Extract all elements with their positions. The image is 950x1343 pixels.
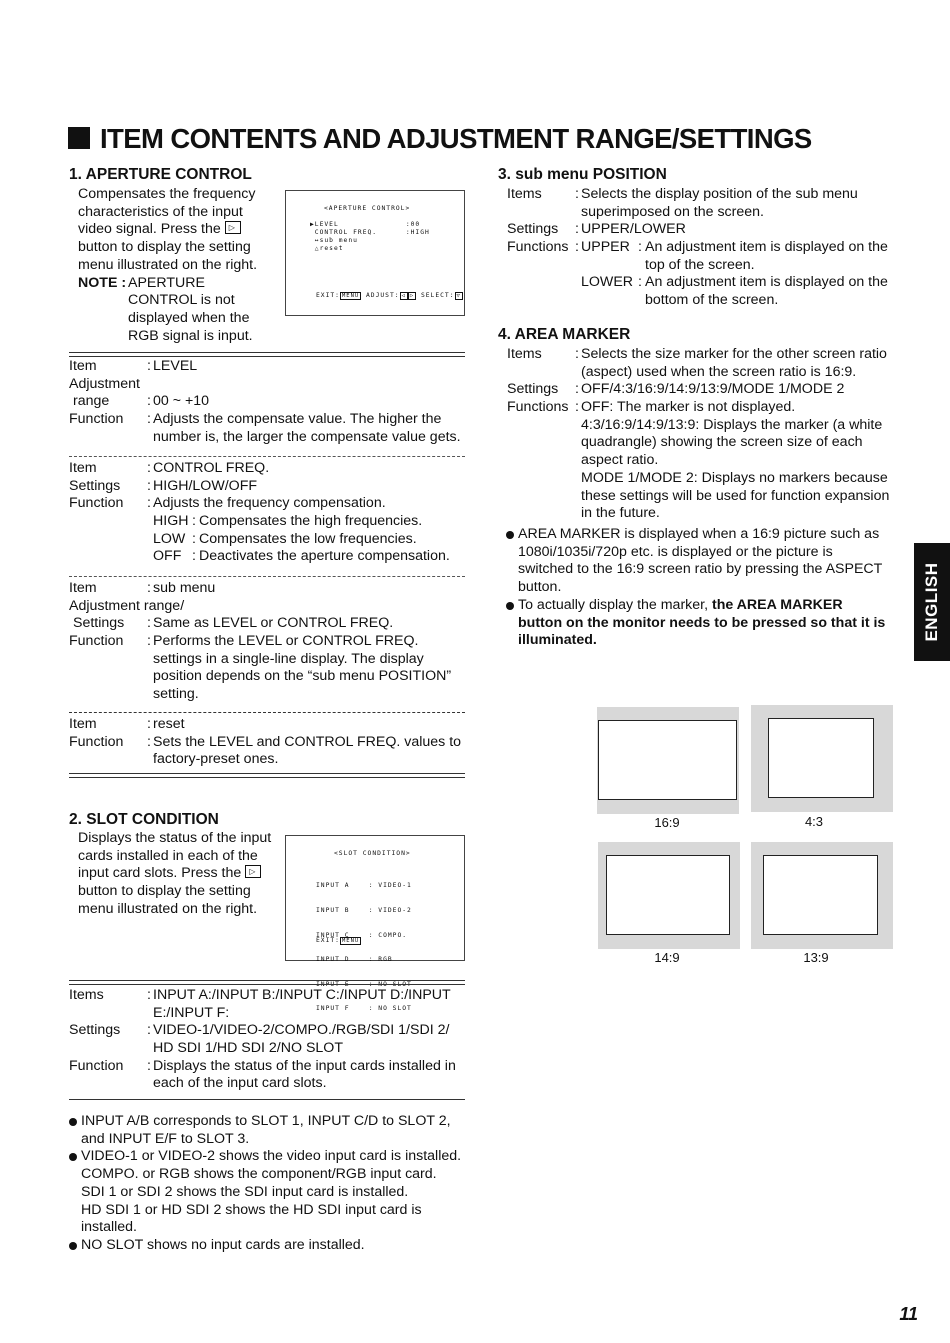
note-line: RGB signal is input. [128, 327, 253, 344]
intro-line: characteristics of the input [78, 203, 243, 220]
bullet-item: AREA MARKER is displayed when a 16:9 picture such as 1080i/1035i/720p etc. is displayed or the picture is switched to the 16:9 screen ratio by pressing the ASPECT button. [506, 526, 906, 597]
row-key: Items [507, 186, 542, 202]
page-title-text: ITEM CONTENTS AND ADJUSTMENT RANGE/SETTINGS [100, 123, 812, 154]
note-line: CONTROL is not [128, 292, 235, 309]
aperture-menu-screen [285, 190, 465, 316]
intro-line: button to display the setting [78, 883, 251, 900]
screen-line: INPUT B : VIDEO-2 [316, 907, 412, 915]
row-value: top of the screen. [645, 256, 755, 273]
row-value: Performs the LEVEL or CONTROL FREQ. [153, 633, 419, 650]
row-key: Settings [69, 477, 121, 494]
row-subkey: OFF [153, 548, 182, 565]
row-value: HIGH/LOW/OFF [153, 477, 258, 494]
row-value: Selects the display position of the sub menu [581, 186, 858, 202]
row-key: Items [507, 346, 542, 362]
row-value: MODE 1/MODE 2: Displays no markers because [581, 469, 888, 486]
row-key: Settings [507, 381, 559, 398]
slot-table: Items : INPUT A:/INPUT B:/INPUT C:/INPUT D:/INPUT E:/INPUT F: Settings : VIDEO-1/VIDEO-2/COMPO./RGB/SDI 1/SDI 2/ HD SDI 1/HD SDI 2/NO SLOT Function : Displays the status of the input cards installed in each of the input card slots. [69, 987, 456, 1092]
row-value: in the future. [581, 505, 660, 522]
screen-line: △reset [310, 245, 344, 252]
menu-down-key-icon: ▷ [225, 221, 241, 234]
left-key-icon: ◁ [401, 293, 406, 299]
slot-intro [78, 830, 278, 919]
sub-menu-table: Item : sub menu Adjustment range/ Settings : Same as LEVEL or CONTROL FREQ. Function : Performs the LEVEL or CONTROL FREQ. settings in a single-line display. The display position depends on the “sub menu POSITION” setting. [69, 580, 452, 703]
row-value: superimposed on the screen. [581, 203, 764, 220]
caption-13-9: 13:9 [803, 950, 829, 965]
bullet-item: To actually display the marker, the AREA MARKER button on the monitor needs to be pressed so that it is illuminated. [506, 597, 906, 650]
intro-line: cards installed in each of the [78, 847, 258, 864]
screen-title: <APERTURE CONTROL> [324, 205, 411, 212]
row-value: CONTROL FREQ. [153, 460, 270, 476]
slot-bullets [69, 1113, 479, 1255]
section-submenu-position-heading: 3. sub menu POSITION [498, 166, 667, 183]
row-value: Adjusts the compensate value. The higher the [153, 411, 442, 428]
caption-14-9: 14:9 [654, 950, 680, 965]
row-value: these settings will be used for function expansion [581, 487, 890, 504]
row-value: HD SDI 1/HD SDI 2/NO SLOT [153, 1040, 343, 1057]
row-subkey: HIGH [153, 513, 189, 530]
caption-16-9: 16:9 [654, 815, 680, 830]
note-line: displayed when the [128, 309, 250, 326]
row-key: Function [69, 495, 124, 512]
intro-line: menu illustrated on the right. [78, 900, 258, 917]
screen-line: INPUT E : NO SLOT [316, 980, 412, 988]
menu-down-key-icon: ▷ [245, 865, 261, 878]
row-value: 00 ~ +10 [153, 393, 210, 410]
row-value: setting. [153, 686, 199, 703]
row-value: VIDEO-1/VIDEO-2/COMPO./RGB/SDI 1/SDI 2/ [153, 1022, 450, 1039]
note-line: APERTURE [128, 274, 205, 291]
aspect-marker-4-3 [751, 705, 893, 812]
intro-line: Compensates the frequency [78, 186, 256, 202]
row-key: Item [69, 716, 97, 732]
row-value: (aspect) used when the screen ratio is 16:9. [581, 363, 857, 380]
row-key: Function [69, 633, 124, 650]
row-value: number is, the larger the compensate value gets. [153, 428, 461, 445]
row-value: An adjustment item is displayed on the [645, 239, 888, 256]
row-value: Adjusts the frequency compensation. [153, 495, 386, 512]
down-key-icon: ▽ [456, 293, 461, 299]
control-freq-table: Item : CONTROL FREQ. Settings : HIGH/LOW/OFF Function : Adjusts the frequency compensation. HIGH : Compensates the high frequencies. LOW : Compensates the low frequencies. OFF : Deactivates the aperture compensation. [69, 460, 450, 565]
double-rule [69, 352, 465, 357]
aperture-intro [78, 186, 278, 345]
row-value: Displays the status of the input cards installed in [153, 1057, 456, 1074]
language-side-tab [914, 543, 950, 661]
section-area-marker-heading: 4. AREA MARKER [498, 326, 631, 343]
row-subkey: LOW [153, 530, 186, 547]
row-key: Functions [507, 239, 569, 256]
double-rule [69, 980, 465, 985]
row-value: Sets the LEVEL and CONTROL FREQ. values to [153, 733, 462, 750]
screen-footer: EXIT: MENU ADJUST: ◁ ▷ SELECT: ▽ [316, 292, 461, 299]
row-value: Same as LEVEL or CONTROL FREQ. [153, 615, 394, 632]
area-marker-table: Items : Selects the size marker for the other screen ratio (aspect) used when the screen ratio is 16:9. Settings : OFF/4:3/16:9/14:9/13:9/MODE 1/MODE 2 Functions : OFF: The marker is not displayed. 4:3/16:9/14:9/13:9: Displays the marker (a white quadrangle) showing the screen size of each aspect ratio. MODE 1/MODE 2: Displays no markers because these settings will be used for function expansion in the future. [507, 346, 890, 522]
row-value: E:/INPUT F: [153, 1004, 230, 1021]
row-value: UPPER/LOWER [581, 221, 686, 238]
page-number: 11 [899, 1304, 918, 1324]
row-value: sub menu [153, 580, 216, 596]
row-key: Adjustment [69, 375, 140, 392]
row-value: Compensates the high frequencies. [199, 513, 423, 530]
row-subkey: UPPER [581, 239, 630, 256]
row-value: LEVEL [153, 358, 198, 374]
screen-line: INPUT D : RGB [316, 956, 393, 964]
aperture-note [78, 275, 278, 346]
row-value: aspect ratio. [581, 452, 659, 469]
section-aperture-heading: 1. APERTURE CONTROL [69, 166, 252, 183]
row-value: position depends on the “sub menu POSITION” [153, 668, 452, 685]
row-value: each of the input card slots. [153, 1075, 327, 1092]
screen-line: INPUT F : NO SLOT [316, 1005, 412, 1013]
screen-footer: EXIT: MENU [316, 937, 360, 944]
screen-line: INPUT A : VIDEO-1 [316, 882, 412, 890]
row-value: An adjustment item is displayed on the [645, 274, 888, 291]
row-value: factory-preset ones. [153, 751, 279, 768]
row-key: Item [69, 358, 97, 374]
row-key: Function [69, 733, 124, 750]
bullet-item: INPUT A/B corresponds to SLOT 1, INPUT C/D to SLOT 2, and INPUT E/F to SLOT 3. [69, 1113, 479, 1148]
level-table: Item : LEVEL Adjustment range : 00 ~ +10 Function : Adjusts the compensate value. The higher the number is, the larger the compensate value gets. [69, 358, 461, 445]
row-key: Function [69, 1057, 124, 1074]
caption-4-3: 4:3 [804, 814, 824, 829]
dashed-rule [69, 456, 465, 457]
bullet-item: NO SLOT shows no input cards are installed. [69, 1237, 479, 1255]
dashed-rule [69, 712, 465, 713]
screen-line: ↔sub menu [310, 237, 358, 244]
intro-line: video signal. Press the ▷ [78, 221, 278, 239]
area-marker-bullets [506, 526, 906, 650]
intro-line: menu illustrated on the right. [78, 256, 258, 273]
row-value: OFF/4:3/16:9/14:9/13:9/MODE 1/MODE 2 [581, 381, 845, 398]
row-key: Settings [507, 221, 559, 238]
row-value: Deactivates the aperture compensation. [199, 548, 450, 565]
menu-key-icon: MENU [341, 938, 360, 944]
row-value: OFF: The marker is not displayed. [581, 399, 796, 416]
row-subkey: LOWER [581, 274, 634, 291]
language-label: ENGLISH [922, 562, 941, 642]
right-key-icon: ▷ [409, 293, 415, 299]
section-slot-heading: 2. SLOT CONDITION [69, 811, 219, 828]
menu-key-icon: MENU [341, 293, 360, 299]
row-value: quadrangle) showing the screen size of each [581, 434, 863, 451]
screen-line: ▶LEVEL :00 [310, 221, 421, 228]
row-key: Settings [69, 1022, 121, 1039]
rule [69, 1099, 465, 1100]
screen-title: <SLOT CONDITION> [334, 850, 411, 857]
row-key: Functions [507, 399, 569, 416]
row-key: Item [69, 580, 97, 596]
intro-line: button to display the setting [78, 239, 251, 256]
intro-line: Displays the status of the input [78, 830, 272, 846]
dashed-rule [69, 576, 465, 577]
double-rule [69, 773, 465, 778]
aspect-marker-13-9 [751, 842, 893, 949]
screen-line: INPUT C : COMPO. [316, 931, 408, 939]
bullet-item: VIDEO-1 or VIDEO-2 shows the video input card is installed. COMPO. or RGB shows the component/RGB input card. SDI 1 or SDI 2 shows the SDI input card is installed. HD SDI 1 or HD SDI 2 shows the HD SDI input card is installed. [69, 1148, 479, 1237]
row-key: Items [69, 987, 104, 1003]
row-value: 4:3/16:9/14:9/13:9: Displays the marker (a white [581, 416, 883, 433]
row-key: range [73, 393, 110, 410]
row-value: Selects the size marker for the other screen ratio [581, 346, 887, 362]
row-value: settings in a single-line display. The display [153, 650, 424, 667]
row-key: Function [69, 411, 124, 428]
page-title [68, 123, 812, 155]
reset-table: Item : reset Function : Sets the LEVEL and CONTROL FREQ. values to factory-preset ones. [69, 716, 462, 768]
submenu-position-table: Items : Selects the display position of the sub menu superimposed on the screen. Settings : UPPER/LOWER Functions : UPPER : An adjustment item is displayed on the top of the screen. LOWER : An adjustment item is displayed on the bottom of the screen. [507, 186, 888, 309]
aspect-marker-14-9 [598, 842, 740, 949]
title-square-icon [68, 127, 90, 149]
row-key: Adjustment range/ [69, 597, 185, 614]
intro-line: input card slots. Press the ▷ [78, 865, 278, 883]
row-value: INPUT A:/INPUT B:/INPUT C:/INPUT D:/INPUT [153, 987, 451, 1003]
row-value: reset [153, 716, 185, 732]
aspect-marker-16-9 [597, 707, 739, 814]
screen-line: CONTROL FREQ. :HIGH [310, 229, 430, 236]
note-label: NOTE : [78, 274, 127, 291]
row-value: Compensates the low frequencies. [199, 530, 417, 547]
row-key: Settings [73, 615, 125, 632]
row-value: bottom of the screen. [645, 292, 779, 309]
row-key: Item [69, 460, 97, 476]
